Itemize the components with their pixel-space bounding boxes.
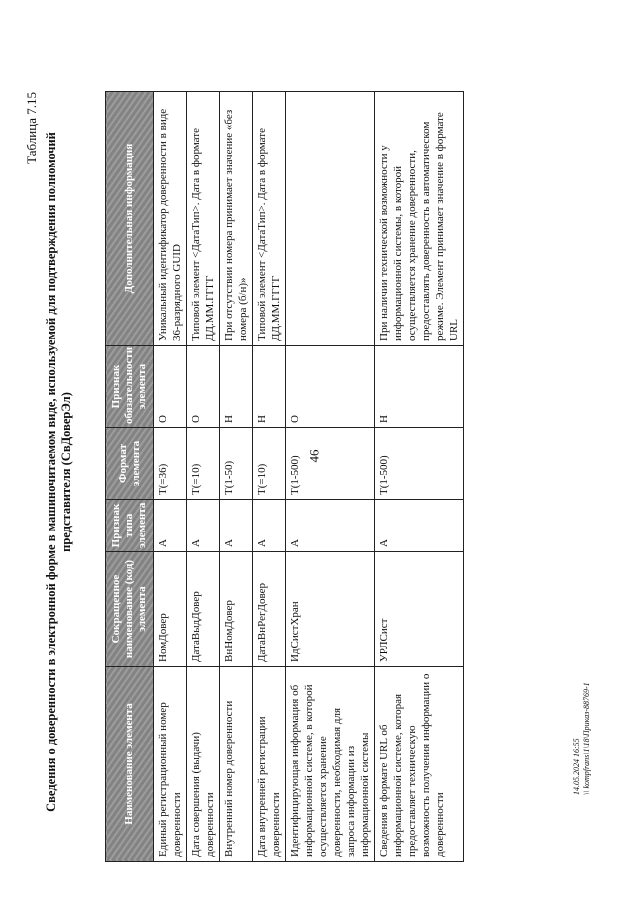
table-label: Таблица 7.15 xyxy=(24,92,39,164)
cell-required: О xyxy=(187,346,220,428)
header-element-type: Признак типа элемента xyxy=(106,500,154,552)
cell-required: О xyxy=(154,346,187,428)
cell-name: Дата внутренней регистрации доверенности xyxy=(253,667,286,862)
cell-info: При отсутствии номера принимает значение «без номера (б/н)» xyxy=(220,92,253,346)
header-additional-info: Дополнительная информация xyxy=(106,92,154,346)
cell-name: Сведения в формате URL об информационной системе, которая предоставляет техническую возможность получения информации о доверенности xyxy=(375,667,464,862)
cell-code: НомДовер xyxy=(154,552,187,667)
cell-info: Типовой элемент <ДатаТип>. Дата в формате ДД.ММ.ГГГГ xyxy=(253,92,286,346)
cell-code: ДатаВнРегДовер xyxy=(253,552,286,667)
table-row xyxy=(154,92,187,862)
cell-info: Типовой элемент <ДатаТип>. Дата в формате ДД.ММ.ГГГГ xyxy=(187,92,220,346)
cell-name: Дата совершения (выдачи) доверенности xyxy=(187,667,220,862)
cell-required: Н xyxy=(253,346,286,428)
cell-type: А xyxy=(154,500,187,552)
header-element-format: Формат элемента xyxy=(106,428,154,500)
page-number: 46 xyxy=(306,449,322,463)
cell-code: ДатаВыдДовер xyxy=(187,552,220,667)
cell-type: А xyxy=(375,500,464,552)
table-row xyxy=(375,92,464,862)
cell-type: А xyxy=(220,500,253,552)
cell-code: ИдСистХран xyxy=(286,552,375,667)
cell-format: T(=10) xyxy=(187,428,220,500)
cell-code: УРЛСист xyxy=(375,552,464,667)
table-header-row xyxy=(106,92,154,862)
file-path-stamp: \\ kompfrans\1\18\Приказ-88769-1 xyxy=(582,682,591,795)
cell-required: О xyxy=(286,346,375,428)
cell-info: При наличии технической возможности у информационной системы, в которой осуществляется хранение доверенности, предоставлять доверенность в автоматическом режиме. Элемент принимает значение в формате URL xyxy=(375,92,464,346)
cell-info xyxy=(286,92,375,346)
cell-type: А xyxy=(187,500,220,552)
table-row xyxy=(286,92,375,862)
document-title: Сведения о доверенности в электронной форме в машиночитаемом виде, используемой для подтверждения полномочий представителя (СвДоверЭл) xyxy=(44,132,73,812)
elements-table xyxy=(105,91,464,862)
header-element-code: Сокращенное наименование (код) элемента xyxy=(106,552,154,667)
cell-name: Внутренний номер доверенности xyxy=(220,667,253,862)
header-element-name: Наименование элемента xyxy=(106,667,154,862)
print-timestamp: 14.05.2024 16:55 xyxy=(572,738,581,795)
cell-format: T(=36) xyxy=(154,428,187,500)
cell-format: T(1-50) xyxy=(220,428,253,500)
cell-name: Единый регистрационный номер доверенности xyxy=(154,667,187,862)
cell-required: Н xyxy=(375,346,464,428)
table-row xyxy=(253,92,286,862)
rotated-page-content xyxy=(20,72,560,862)
cell-type: А xyxy=(253,500,286,552)
header-element-required: Признак обязательности элемента xyxy=(106,346,154,428)
table-row xyxy=(220,92,253,862)
cell-format: T(1-500) xyxy=(375,428,464,500)
cell-code: ВнНомДовер xyxy=(220,552,253,667)
cell-type: А xyxy=(286,500,375,552)
cell-format: T(=10) xyxy=(253,428,286,500)
cell-format: T(1-500) xyxy=(286,428,375,500)
cell-info: Уникальный идентификатор доверенности в виде 36-разрядного GUID xyxy=(154,92,187,346)
cell-required: Н xyxy=(220,346,253,428)
cell-name: Идентифицирующая информация об информационной системе, в которой осуществляется хранение доверенности, необходимая для запроса информации из информационной системы xyxy=(286,667,375,862)
table-row xyxy=(187,92,220,862)
